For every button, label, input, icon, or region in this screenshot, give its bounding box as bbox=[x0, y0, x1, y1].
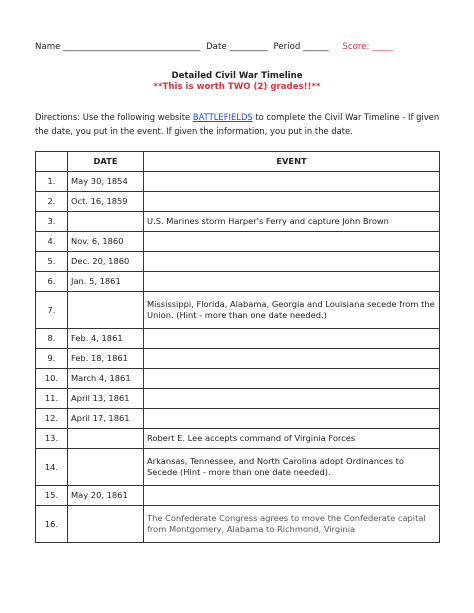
header-event: EVENT bbox=[144, 152, 440, 172]
date-cell[interactable] bbox=[68, 212, 144, 232]
event-cell[interactable]: Arkansas, Tennessee, and North Carolina adopt Ordinances to Secede (Hint - more than one date needed). bbox=[144, 449, 440, 486]
date-cell[interactable]: May 30, 1854 bbox=[68, 172, 144, 192]
row-number: 3. bbox=[36, 212, 68, 232]
event-cell[interactable] bbox=[144, 192, 440, 212]
date-cell[interactable]: Jan. 5, 1861 bbox=[68, 272, 144, 292]
date-cell[interactable]: Nov. 6, 1860 bbox=[68, 232, 144, 252]
name-label: Name ________________________________ bbox=[35, 42, 201, 52]
date-cell[interactable] bbox=[68, 292, 144, 329]
score-label: Score: _____ bbox=[342, 42, 394, 52]
page-subtitle: **This is worth TWO (2) grades!!** bbox=[153, 82, 321, 92]
student-info-line bbox=[35, 42, 445, 52]
date-cell[interactable]: May 20, 1861 bbox=[68, 486, 144, 506]
table-row bbox=[36, 369, 440, 389]
row-number: 16. bbox=[36, 506, 68, 543]
event-cell[interactable] bbox=[144, 486, 440, 506]
table-row bbox=[36, 389, 440, 409]
timeline-table bbox=[35, 151, 440, 543]
date-cell[interactable]: Oct. 16, 1859 bbox=[68, 192, 144, 212]
date-cell[interactable] bbox=[68, 429, 144, 449]
row-number: 2. bbox=[36, 192, 68, 212]
table-row bbox=[36, 252, 440, 272]
event-cell[interactable] bbox=[144, 272, 440, 292]
event-cell[interactable] bbox=[144, 369, 440, 389]
header-number bbox=[36, 152, 68, 172]
row-number: 15. bbox=[36, 486, 68, 506]
table-row bbox=[36, 349, 440, 369]
event-cell[interactable] bbox=[144, 349, 440, 369]
date-cell[interactable]: Dec. 20, 1860 bbox=[68, 252, 144, 272]
table-row bbox=[36, 486, 440, 506]
header-date: DATE bbox=[68, 152, 144, 172]
directions-before-link: Use the following website bbox=[80, 112, 193, 122]
row-number: 1. bbox=[36, 172, 68, 192]
row-number: 14. bbox=[36, 449, 68, 486]
directions-text bbox=[35, 110, 440, 138]
event-cell[interactable]: The Confederate Congress agrees to move the Confederate capital from Montgomery, Alabama to Richmond, Virginia bbox=[144, 506, 440, 543]
row-number: 11. bbox=[36, 389, 68, 409]
directions-after-link: to complete the Civil War Timeline - If given the date, you put in the event. If given the information, you put in the date. bbox=[35, 112, 440, 136]
date-cell[interactable]: Feb. 18, 1861 bbox=[68, 349, 144, 369]
row-number: 13. bbox=[36, 429, 68, 449]
event-cell[interactable]: Mississippi, Florida, Alabama, Georgia and Louisiana secede from the Union. (Hint - more than one date needed.) bbox=[144, 292, 440, 329]
row-number: 7. bbox=[36, 292, 68, 329]
date-cell[interactable]: March 4, 1861 bbox=[68, 369, 144, 389]
table-row bbox=[36, 192, 440, 212]
date-cell[interactable]: April 17, 1861 bbox=[68, 409, 144, 429]
row-number: 9. bbox=[36, 349, 68, 369]
date-cell[interactable]: Feb. 4, 1861 bbox=[68, 329, 144, 349]
row-number: 12. bbox=[36, 409, 68, 429]
event-cell[interactable] bbox=[144, 409, 440, 429]
event-cell[interactable] bbox=[144, 172, 440, 192]
event-cell[interactable]: U.S. Marines storm Harper's Ferry and capture John Brown bbox=[144, 212, 440, 232]
table-row bbox=[36, 232, 440, 252]
event-cell[interactable] bbox=[144, 329, 440, 349]
event-cell[interactable] bbox=[144, 232, 440, 252]
table-row bbox=[36, 506, 440, 543]
date-cell[interactable] bbox=[68, 506, 144, 543]
page-title: Detailed Civil War Timeline bbox=[171, 71, 303, 81]
event-cell[interactable] bbox=[144, 389, 440, 409]
row-number: 6. bbox=[36, 272, 68, 292]
table-row bbox=[36, 409, 440, 429]
date-cell[interactable]: April 13, 1861 bbox=[68, 389, 144, 409]
date-label: Date _________ bbox=[206, 42, 269, 52]
battlefields-link[interactable]: BATTLEFIELDS bbox=[192, 112, 253, 122]
table-row bbox=[36, 272, 440, 292]
table-row bbox=[36, 449, 440, 486]
table-row bbox=[36, 212, 440, 232]
event-cell[interactable] bbox=[144, 252, 440, 272]
table-row bbox=[36, 172, 440, 192]
event-cell[interactable]: Robert E. Lee accepts command of Virginia Forces bbox=[144, 429, 440, 449]
row-number: 5. bbox=[36, 252, 68, 272]
table-row bbox=[36, 429, 440, 449]
directions-lead: Directions: bbox=[35, 112, 81, 122]
table-row bbox=[36, 329, 440, 349]
row-number: 10. bbox=[36, 369, 68, 389]
row-number: 4. bbox=[36, 232, 68, 252]
date-cell[interactable] bbox=[68, 449, 144, 486]
table-header-row bbox=[36, 152, 440, 172]
period-label: Period ______ bbox=[273, 42, 329, 52]
table-row bbox=[36, 292, 440, 329]
row-number: 8. bbox=[36, 329, 68, 349]
